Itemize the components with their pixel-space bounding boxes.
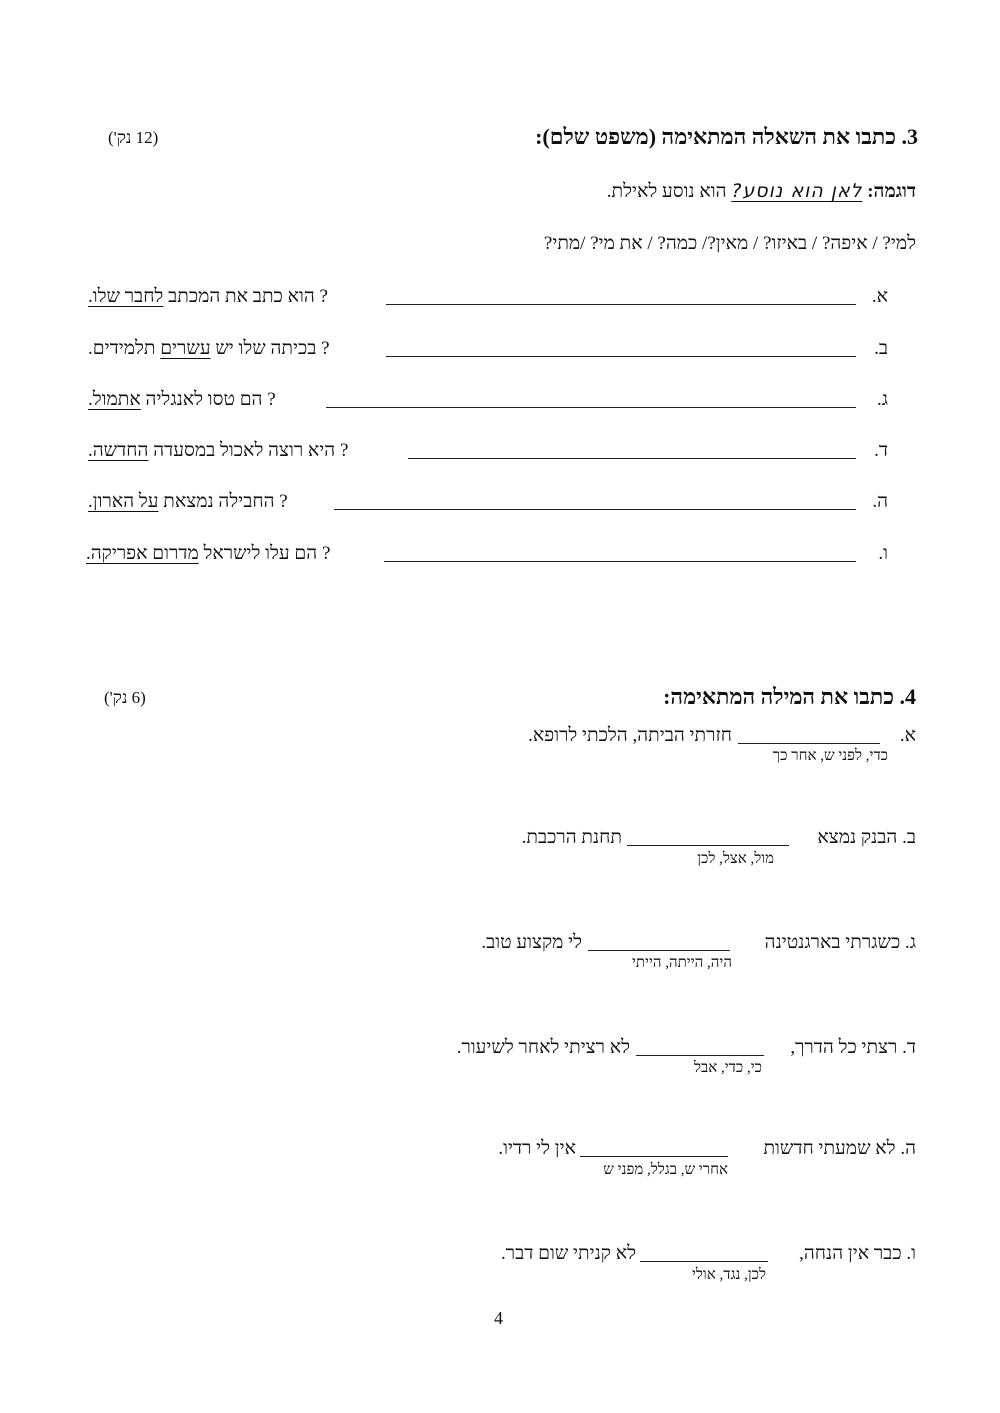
q3-answer-line[interactable] (386, 304, 856, 305)
q4-item-options: לכן, נגד, אולי (691, 1267, 766, 1283)
q3-item-answer: אתמול. (88, 389, 141, 410)
q4-answer-line[interactable] (738, 743, 880, 744)
q4-item-before: א. (899, 725, 916, 746)
q3-item-sentence (88, 389, 276, 411)
q3-item-answer: לחבר שלו. (88, 286, 164, 307)
q3-title: 3. כתבו את השאלה המתאימה (משפט שלם): (535, 124, 918, 149)
q3-item-sentence (88, 440, 348, 462)
q4-item-after: לי מקצוע טוב. (481, 932, 582, 953)
q3-item-sentence (86, 543, 330, 565)
q4-points: (6 נק') (104, 688, 146, 707)
q3-item-sentence (88, 286, 328, 308)
q3-item-answer: על הארון. (88, 491, 159, 512)
q3-item-letter: ה. (872, 491, 888, 512)
q3-item-letter: ג. (876, 389, 888, 410)
q3-points: (12 נק') (108, 128, 159, 147)
q4-answer-line[interactable] (636, 1055, 764, 1056)
q3-item-letter: ד. (874, 440, 888, 461)
q4-answer-line[interactable] (627, 845, 789, 846)
q3-item-text: ? בכיתה שלו יש (210, 338, 330, 359)
q3-item-text: ? החבילה נמצאת (158, 491, 288, 512)
q4-item-options: מול, אצל, לכן (697, 851, 774, 867)
q4-answer-line[interactable] (580, 1156, 728, 1157)
q4-item-options: כי, כדי, אבל (694, 1060, 762, 1076)
q3-answer-line[interactable] (408, 458, 856, 459)
q4-item-after: תחנת הרכבת. (521, 827, 622, 848)
q4-item-after: אין לי רדיו. (498, 1138, 576, 1159)
q4-item-after: לא רציתי לאחר לשיעור. (456, 1037, 630, 1058)
q3-item-text: ? הם עלו לישראל (198, 543, 331, 564)
q4-answer-line[interactable] (640, 1261, 768, 1262)
q4-item-before: ו. כבר אין הנחה, (799, 1243, 916, 1264)
q3-item-text: ? היא רוצה לאכול במסעדה (148, 440, 349, 461)
q3-item-answer: עשרים (160, 338, 211, 359)
q4-item-options: כדי, לפני ש, אחר כך (772, 748, 888, 764)
q3-example (607, 180, 916, 203)
q3-item-letter: א. (871, 286, 888, 307)
q4-item-after: לא קניתי שום דבר. (501, 1243, 636, 1264)
q3-answer-line[interactable] (334, 509, 856, 510)
example-rest: הוא נוסע לאילת. (606, 181, 727, 202)
q4-item-after: חזרתי הביתה, הלכתי לרופא. (528, 725, 732, 746)
q4-title: 4. כתבו את המילה המתאימה: (663, 684, 916, 709)
q4-item-before: ה. לא שמעתי חדשות (763, 1138, 916, 1159)
example-answer: לאן הוא נוסע? (731, 180, 863, 202)
q3-answer-line[interactable] (384, 561, 856, 562)
q3-item-sentence (88, 338, 330, 360)
q4-item-options: אחרי ש, בגלל, מפני ש (603, 1162, 728, 1178)
q3-item-letter: ב. (874, 338, 888, 359)
q3-item-answer: מדרום אפריקה. (86, 543, 199, 564)
q3-item-after: תלמידים. (88, 338, 161, 359)
q3-answer-line[interactable] (326, 407, 856, 408)
q3-item-text: ? הוא כתב את המכתב (163, 286, 328, 307)
q4-item-before: ב. הבנק נמצא (817, 827, 916, 848)
q3-item-letter: ו. (878, 543, 888, 564)
q4-item-before: ג. כשגרתי בארגנטינה (764, 932, 916, 953)
page-number: 4 (494, 1308, 503, 1328)
q3-answer-line[interactable] (386, 356, 856, 357)
q4-item-options: היה, הייתה, הייתי (631, 955, 732, 971)
q3-item-text: ? הם טסו לאנגליה (140, 389, 276, 410)
q3-item-sentence (88, 491, 288, 513)
q4-item-before: ד. רצתי כל הדרך, (790, 1037, 916, 1058)
q3-item-answer: החדשה. (88, 440, 149, 461)
q3-word-bank: למי? / איפה? / באיזו? / מאין?/ כמה? / את מי? /מתי? (543, 233, 916, 254)
q4-answer-line[interactable] (588, 950, 730, 951)
example-label: דוגמה: (867, 181, 916, 202)
